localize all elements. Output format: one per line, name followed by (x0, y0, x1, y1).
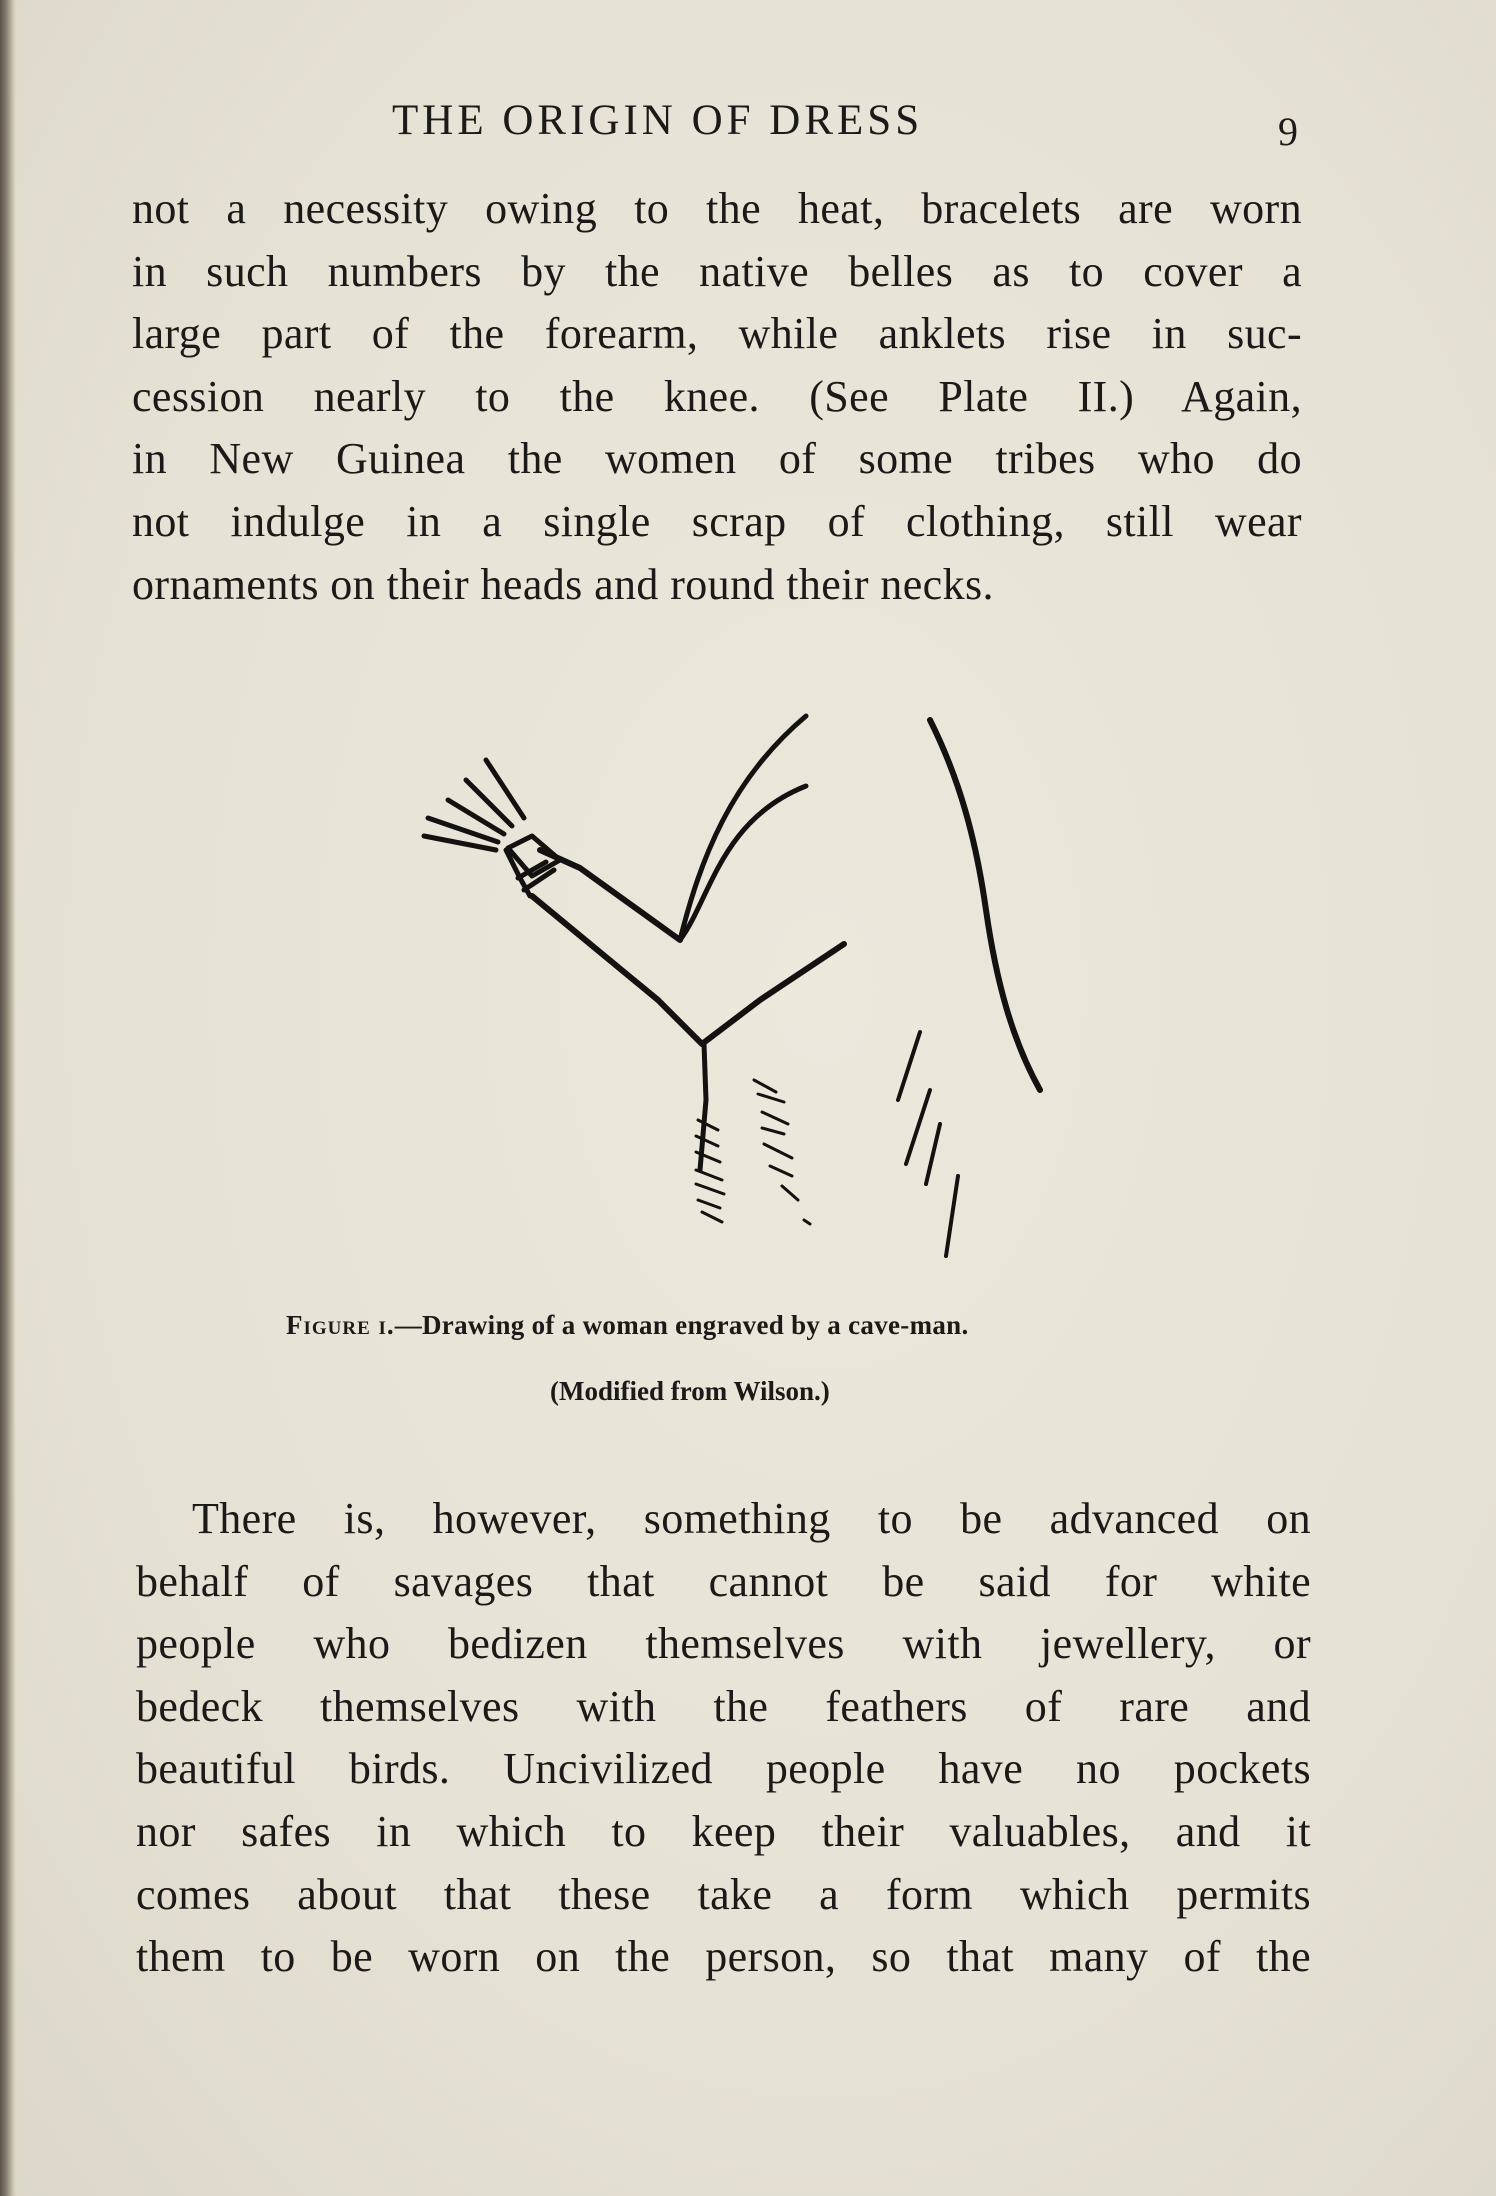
text-line: in New Guinea the women of some tribes who do (132, 434, 1302, 484)
text-line: ornaments on their heads and round their necks. (132, 559, 994, 609)
text-line: bedeck themselves with the feathers of rare and (136, 1681, 1311, 1731)
text-line: nor safes in which to keep their valuables, and it (136, 1806, 1311, 1856)
cave-drawing-illustration (400, 700, 1060, 1280)
text-line: cession nearly to the knee. (See Plate II.) Again, (132, 371, 1302, 421)
bottom-paragraph (136, 1488, 1311, 1989)
text-line: people who bedizen themselves with jewellery, or (136, 1619, 1311, 1669)
text-line: not indulge in a single scrap of clothing, still wear (132, 496, 1302, 546)
text-line: beautiful birds. Uncivilized people have no pockets (136, 1744, 1311, 1794)
top-paragraph (132, 178, 1302, 616)
book-binding-edge (0, 0, 16, 2196)
page-number: 9 (1278, 109, 1298, 154)
running-head: THE ORIGIN OF DRESS (392, 97, 924, 144)
figure-label: Figure i. (286, 1310, 395, 1340)
cave-drawing-figure (400, 700, 1060, 1280)
text-line: behalf of savages that cannot be said for white (136, 1556, 1311, 1606)
text-line: in such numbers by the native belles as to cover a (132, 246, 1302, 296)
figure-caption (286, 1310, 1186, 1341)
figure-caption-text: —Drawing of a woman engraved by a cave-man. (394, 1310, 969, 1340)
text-line: comes about that these take a form which permits (136, 1869, 1311, 1919)
text-line: them to be worn on the person, so that many of the (136, 1932, 1311, 1982)
figure-source: (Modified from Wilson.) (550, 1376, 830, 1406)
text-line: There is, however, something to be advanced on (192, 1494, 1311, 1543)
text-line: not a necessity owing to the heat, bracelets are worn (132, 184, 1302, 233)
text-line: large part of the forearm, while anklets rise in suc- (132, 309, 1302, 359)
